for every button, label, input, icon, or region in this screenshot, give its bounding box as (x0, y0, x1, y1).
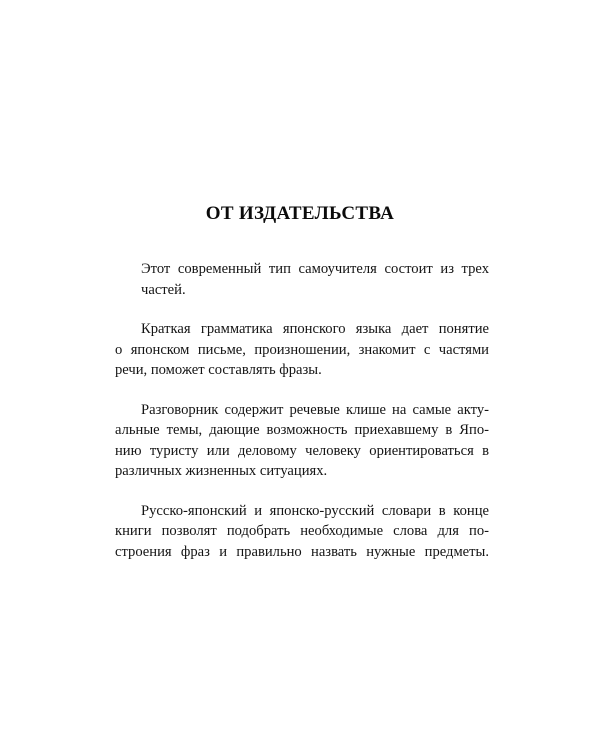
paragraph-parts (115, 259, 489, 300)
text-line: различных жизненных ситуациях. (115, 463, 328, 479)
text-line: Этот современный тип самоучителя состоит из трех (141, 261, 489, 277)
text-line: книги позволят подобрать необходимые слова для по- (115, 523, 489, 539)
text-line: Русско-японский и японско-русский словари в конце (141, 502, 489, 519)
text-line: Краткая грамматика японского языка дает понятие (141, 321, 489, 337)
page-title: ОТ ИЗДАТЕЛЬСТВА (205, 203, 395, 224)
text-line: о японском письме, произношении, знакомит с частями (115, 341, 489, 358)
text-line: частей. (141, 281, 186, 298)
text-line: альные темы, дающие возможность приехавшему в Япо- (115, 422, 489, 438)
text-line: Разговорник содержит речевые клише на самые акту- (141, 401, 489, 418)
text-line: строения фраз и правильно назвать нужные предметы. (115, 543, 489, 560)
paragraph-grammar (115, 319, 489, 381)
paragraph-phrasebook (115, 400, 489, 482)
paragraph-dictionaries (115, 501, 489, 563)
text-line: речи, поможет составлять фразы. (115, 362, 322, 378)
text-line: нию туристу или деловому человеку ориентироваться в (115, 442, 489, 459)
body-text (115, 259, 489, 581)
